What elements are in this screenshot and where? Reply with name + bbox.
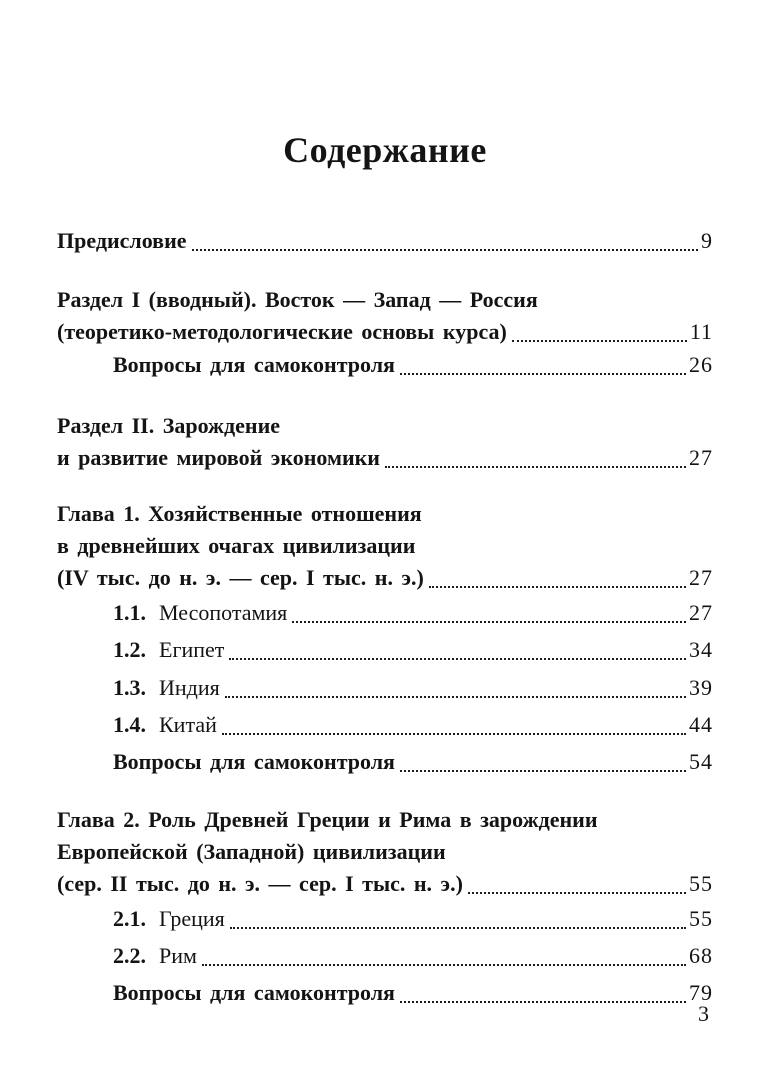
entry-label: (теоретико-методологические основы курса): [57, 319, 507, 344]
entry-number: 1.1.: [113, 600, 146, 625]
dot-leader: [400, 349, 689, 381]
entry-label: Глава 2. Роль Древней Греции и Рима в зарождении: [57, 807, 598, 832]
entry-page-number: 68: [689, 943, 713, 968]
entry-label: Вопросы для самоконтроля: [113, 352, 395, 377]
entry-label: Предисловие: [57, 228, 187, 253]
entry-page-number: 11: [689, 319, 713, 344]
toc-row: [57, 530, 713, 562]
dot-leader: [512, 316, 690, 348]
toc-row: [57, 410, 713, 442]
toc-row: [113, 634, 713, 666]
folio-page-number: 3: [698, 1001, 709, 1026]
entry-label: Глава 1. Хозяйственные отношения: [57, 501, 422, 526]
entry-label: Греция: [159, 906, 225, 931]
toc-row: [113, 349, 713, 381]
toc-row: [57, 804, 713, 836]
entry-page-number: 9: [701, 228, 713, 253]
entry-label: Египет: [159, 637, 225, 662]
toc-row: [113, 977, 713, 1009]
toc-entry-1-3: [57, 672, 713, 704]
entry-number: 2.2.: [113, 943, 146, 968]
dot-leader: [192, 225, 701, 257]
toc-row: [113, 903, 713, 935]
entry-label: Раздел I (вводный). Восток — Запад — Россия: [57, 287, 538, 312]
dot-leader: [292, 597, 689, 629]
dot-leader: [202, 940, 689, 972]
toc-row: [57, 284, 713, 316]
dot-leader: [400, 746, 689, 778]
entry-label: Китай: [159, 712, 217, 737]
toc-entry-chapter-2: [57, 804, 713, 900]
toc-entry-2-1: [57, 903, 713, 935]
toc-entry-chapter-1: [57, 498, 713, 594]
toc-entry-section-1: [57, 284, 713, 348]
entry-label: Индия: [159, 675, 220, 700]
page-title: Содержание: [283, 130, 487, 170]
entry-label: Рим: [159, 943, 197, 968]
entry-label: (IV тыс. до н. э. — сер. I тыс. н. э.): [57, 565, 424, 590]
entry-page-number: 27: [689, 445, 713, 470]
entry-label: в древнейших очагах цивилизации: [57, 533, 416, 558]
entry-page-number: 44: [689, 712, 713, 737]
toc-entry-1-1: [57, 597, 713, 629]
toc-entry-2-2: [57, 940, 713, 972]
dot-leader: [385, 442, 689, 474]
toc-entry-questions-1: [57, 349, 713, 381]
toc-row: [57, 225, 713, 257]
toc-entry-section-2: [57, 410, 713, 474]
toc-row: [57, 868, 713, 900]
toc-entry-1-2: [57, 634, 713, 666]
dot-leader: [230, 903, 689, 935]
dot-leader: [468, 868, 689, 900]
toc-row: [113, 672, 713, 704]
toc-row: [113, 709, 713, 741]
entry-label: (сер. II тыс. до н. э. — сер. I тыс. н. э.): [57, 871, 463, 896]
entry-page-number: 55: [689, 871, 713, 896]
toc-row: [113, 597, 713, 629]
toc-row: [57, 562, 713, 594]
toc-entry-1-4: [57, 709, 713, 741]
entry-page-number: 26: [689, 352, 713, 377]
dot-leader: [225, 672, 689, 704]
entry-number: 2.1.: [113, 906, 146, 931]
dot-leader: [400, 977, 689, 1009]
entry-label: Европейской (Западной) цивилизации: [57, 839, 446, 864]
toc-entry-preface: [57, 225, 713, 257]
toc-row: [57, 316, 713, 348]
toc-row: [113, 746, 713, 778]
toc-entry-questions-2: [57, 746, 713, 778]
dot-leader: [222, 709, 689, 741]
entry-page-number: 27: [689, 565, 713, 590]
toc-row: [113, 940, 713, 972]
entry-page-number: 27: [689, 600, 713, 625]
dot-leader: [229, 634, 689, 666]
entry-number: 1.4.: [113, 712, 146, 737]
entry-label: Вопросы для самоконтроля: [113, 749, 395, 774]
toc-row: [57, 836, 713, 868]
toc-entry-questions-3: [57, 977, 713, 1009]
entry-number: 1.2.: [113, 637, 146, 662]
dot-leader: [429, 562, 689, 594]
toc-content: [57, 0, 713, 1009]
entry-page-number: 39: [689, 675, 713, 700]
entry-label: Раздел II. Зарождение: [57, 413, 281, 438]
entry-page-number: 34: [689, 637, 713, 662]
entry-page-number: 55: [689, 906, 713, 931]
entry-label: и развитие мировой экономики: [57, 445, 380, 470]
toc-row: [57, 498, 713, 530]
entry-page-number: 54: [689, 749, 713, 774]
entry-label: Вопросы для самоконтроля: [113, 980, 395, 1005]
entry-number: 1.3.: [113, 675, 146, 700]
entry-label: Месопотамия: [159, 600, 288, 625]
entry-page-number: 79: [689, 980, 713, 1005]
toc-row: [57, 442, 713, 474]
